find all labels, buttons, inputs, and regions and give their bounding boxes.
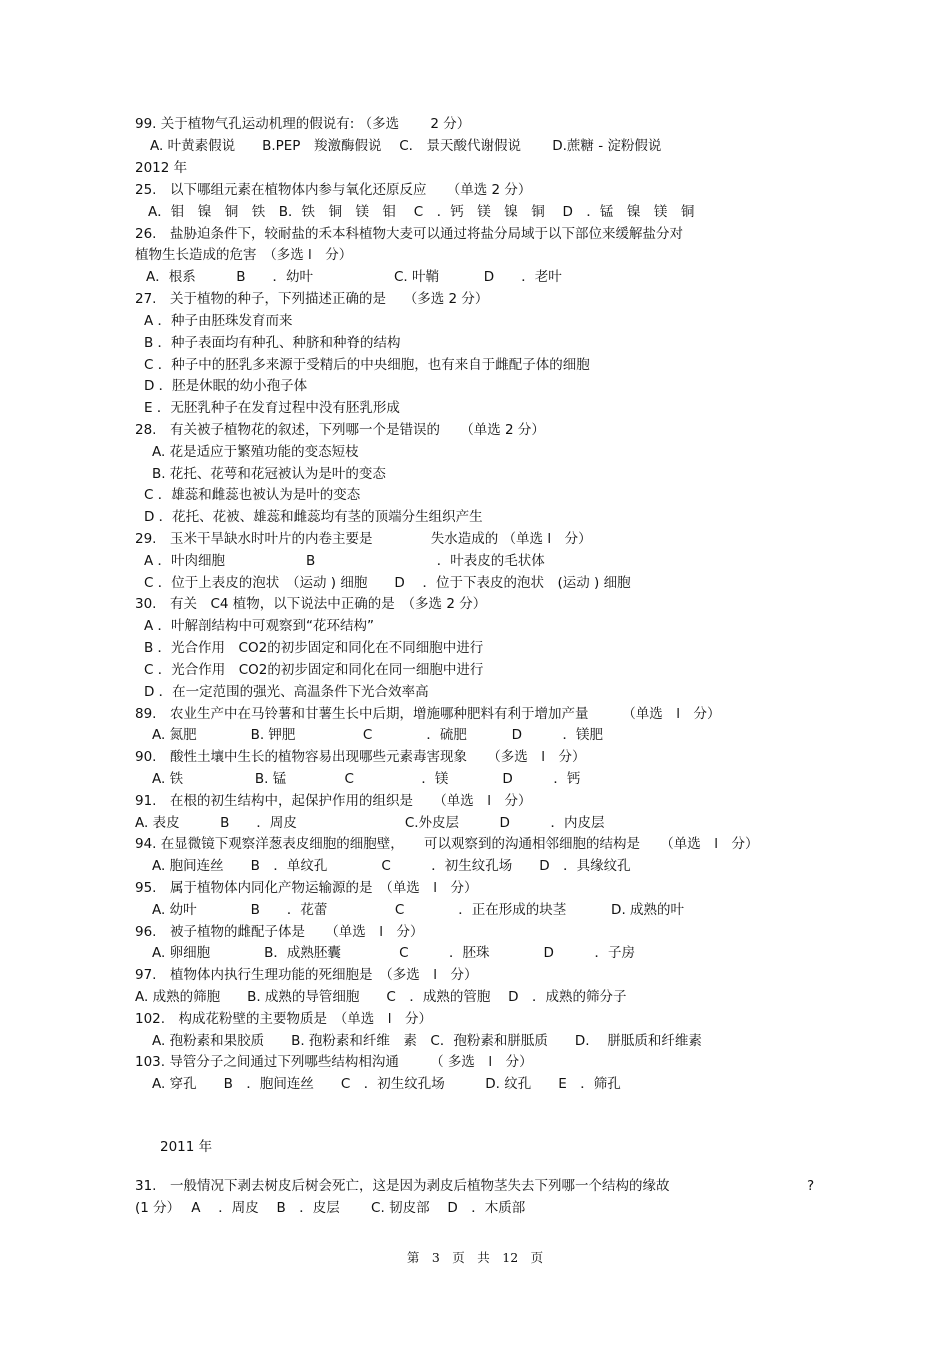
question-31-options: (1 分） A ．周皮 B ．皮层 C. 韧皮部 D ．木质部 <box>135 1200 526 1216</box>
question-27-option-d: D ．胚是休眠的幼小孢子体 <box>144 378 308 394</box>
question-30-option-a: A ．叶解剖结构中可观察到“花环结构” <box>144 618 375 634</box>
section-year-2012: 2012 年 <box>135 160 188 176</box>
question-28-option-a: A. 花是适应于繁殖功能的变态短枝 <box>152 444 359 460</box>
question-27-option-a: A ．种子由胚珠发育而来 <box>144 313 293 329</box>
question-102: 102. 构成花粉壁的主要物质是 （单选 l 分） <box>135 1011 433 1027</box>
question-99: 99. 关于植物气孔运动机理的假说有: （多选 2 分） <box>135 116 471 132</box>
question-90: 90. 酸性土壤中生长的植物容易出现哪些元素毒害现象 （多选 l 分） <box>135 749 586 765</box>
question-89: 89. 农业生产中在马铃薯和甘薯生长中后期，增施哪种肥料有利于增加产量 （单选 l 分） <box>135 706 721 722</box>
question-97-options: A. 成熟的筛胞 B. 成熟的导管细胞 C ．成熟的管胞 D ．成熟的筛分子 <box>135 989 627 1005</box>
question-30: 30. 有关 C4 植物，以下说法中正确的是 （多选 2 分） <box>135 596 487 612</box>
question-25-options: A．钼 镍 铜 铁 B．铁 铜 镁 钼 C ．钙 镁 镍 铜 D ．锰 镍 镁 铜 <box>148 204 695 220</box>
question-103: 103. 导管分子之间通过下列哪些结构相沟通 （ 多选 l 分） <box>135 1054 533 1070</box>
question-30-option-b: B ．光合作用 CO2的初步固定和同化在不同细胞中进行 <box>144 640 484 656</box>
question-90-options: A. 铁 B. 锰 C ．镁 D ．钙 <box>152 771 581 787</box>
question-28-option-c: C ．雄蕊和雌蕊也被认为是叶的变态 <box>144 487 361 503</box>
question-96: 96. 被子植物的雌配子体是 （单选 l 分） <box>135 924 424 940</box>
question-99-options: A. 叶黄素假说 B.PEP 羧激酶假说 C. 景天酸代谢假说 D.蔗糖 - 淀粉假说 <box>150 138 662 154</box>
question-97: 97. 植物体内执行生理功能的死细胞是 （多选 l 分） <box>135 967 478 983</box>
question-29: 29. 玉米干旱缺水时叶片的内卷主要是 失水造成的 （单选 l 分） <box>135 531 592 547</box>
question-27: 27. 关于植物的种子，下列描述正确的是 （多选 2 分） <box>135 291 489 307</box>
question-96-options: A. 卵细胞 B．成熟胚囊 C ．胚珠 D ．子房 <box>152 945 635 961</box>
question-29-options-cd: C ．位于上表皮的泡状 （运动 ) 细胞 D ．位于下表皮的泡状 (运动 ) 细胞 <box>144 575 631 591</box>
question-94: 94. 在显微镜下观察洋葱表皮细胞的细胞壁， 可以观察到的沟通相邻细胞的结构是 （单选 l 分） <box>135 836 759 852</box>
question-27-option-b: B ．种子表面均有种孔、种脐和种脊的结构 <box>144 335 401 351</box>
question-26: 26. 盐胁迫条件下，较耐盐的禾本科植物大麦可以通过将盐分局域于以下部位来缓解盐分对 <box>135 226 683 242</box>
section-year-2011: 2011 年 <box>160 1139 213 1155</box>
question-30-option-d: D ．在一定范围的强光、高温条件下光合效率高 <box>144 684 429 700</box>
question-95-options: A. 幼叶 B ．花蕾 C ．正在形成的块茎 D. 成熟的叶 <box>152 902 685 918</box>
question-103-options: A. 穿孔 B ．胞间连丝 C ．初生纹孔场 D. 纹孔 E ．筛孔 <box>152 1076 621 1092</box>
question-26-continued: 植物生长造成的危害 （多选 l 分） <box>135 247 353 263</box>
question-26-options: A．根系 B ．幼叶 C. 叶鞘 D ．老叶 <box>146 269 562 285</box>
question-94-options: A. 胞间连丝 B ．单纹孔 C ．初生纹孔场 D ．具缘纹孔 <box>152 858 631 874</box>
question-29-options-ab: A ．叶肉细胞 B ．叶表皮的毛状体 <box>144 553 545 569</box>
question-31-mark: ? <box>807 1178 815 1194</box>
question-30-option-c: C ．光合作用 CO2的初步固定和同化在同一细胞中进行 <box>144 662 484 678</box>
question-27-option-e: E ．无胚乳种子在发育过程中没有胚乳形成 <box>144 400 400 416</box>
question-25: 25. 以下哪组元素在植物体内参与氧化还原反应 （单选 2 分） <box>135 182 532 198</box>
question-102-options: A. 孢粉素和果胶质 B. 孢粉素和纤维 素 C．孢粉素和胼胝质 D. 胼胝质和纤维素 <box>152 1033 702 1049</box>
question-89-options: A. 氮肥 B. 钾肥 C ．硫肥 D ．镁肥 <box>152 727 604 743</box>
question-28-option-b: B. 花托、花萼和花冠被认为是叶的变态 <box>152 466 386 482</box>
question-95: 95. 属于植物体内同化产物运输源的是 （单选 l 分） <box>135 880 478 896</box>
page-footer: 第 3 页 共 12 页 <box>406 1250 544 1265</box>
question-91-options: A. 表皮 B ．周皮 C.外皮层 D ．内皮层 <box>135 815 605 831</box>
question-28: 28. 有关被子植物花的叙述，下列哪一个是错误的 （单选 2 分） <box>135 422 545 438</box>
question-27-option-c: C ．种子中的胚乳多来源于受精后的中央细胞，也有来自于雌配子体的细胞 <box>144 357 590 373</box>
question-28-option-d: D ．花托、花被、雄蕊和雌蕊均有茎的顶端分生组织产生 <box>144 509 483 525</box>
question-91: 91. 在根的初生结构中，起保护作用的组织是 （单选 l 分） <box>135 793 532 809</box>
question-31: 31. 一般情况下剥去树皮后树会死亡，这是因为剥皮后植物茎失去下列哪一个结构的缘故 <box>135 1178 670 1194</box>
